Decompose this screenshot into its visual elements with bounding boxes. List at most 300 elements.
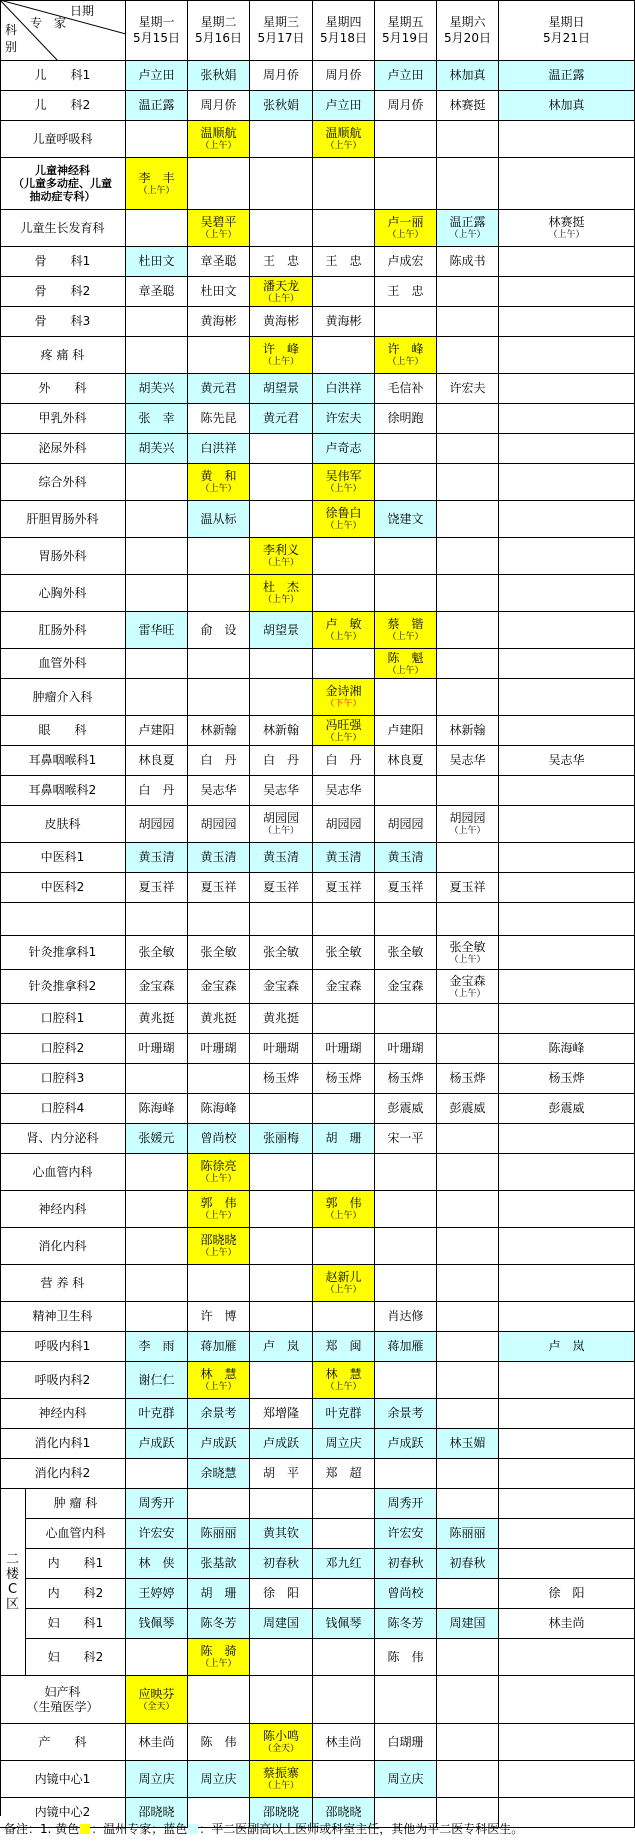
doctor-name: 黄兆挺 <box>262 1011 299 1025</box>
department-label: 精神卫生科 <box>32 1309 93 1323</box>
doctor-cell <box>188 1639 250 1676</box>
session-note: （上午） <box>200 1174 237 1184</box>
department-label: 内 科1 <box>47 1556 104 1570</box>
doctor-cell <box>375 1519 437 1549</box>
department-name <box>26 1579 126 1609</box>
doctor-name: 周秀开 <box>138 1496 175 1510</box>
doctor-cell <box>375 1761 437 1798</box>
doctor-name: 陈成书 <box>449 254 486 268</box>
empty-cell <box>188 337 250 374</box>
doctor-name: 金宝森 <box>325 979 362 993</box>
floor-group-label <box>0 1489 26 1676</box>
session-note: （上午） <box>387 357 424 367</box>
doctor-cell <box>188 307 250 337</box>
doctor-name: 邵晓晓 <box>325 1805 362 1819</box>
empty-cell <box>313 1579 375 1609</box>
department-name <box>0 1124 126 1154</box>
doctor-cell <box>375 1489 437 1519</box>
empty-cell <box>188 679 250 716</box>
doctor-cell <box>126 970 188 1004</box>
empty-cell <box>126 1154 188 1191</box>
department-name <box>0 1761 126 1798</box>
doctor-name: 卢成跃 <box>387 1436 424 1450</box>
session-note: （下午） <box>325 699 362 709</box>
session-note: （上午） <box>387 632 424 642</box>
doctor-cell <box>375 1639 437 1676</box>
doctor-cell <box>437 1429 499 1459</box>
doctor-name: 章圣聪 <box>200 254 237 268</box>
department-label: 中医科2 <box>40 880 85 894</box>
doctor-cell <box>126 1429 188 1459</box>
department-name <box>0 1094 126 1124</box>
department-label: 眼 科 <box>38 723 87 737</box>
department-label: 肝胆胃肠外科 <box>26 511 99 526</box>
session-note: （上午） <box>449 826 486 836</box>
empty-cell <box>375 776 437 806</box>
empty-cell <box>313 1094 375 1124</box>
doctor-cell <box>437 1064 499 1094</box>
doctor-cell <box>375 843 437 873</box>
doctor-cell <box>375 501 437 538</box>
doctor-cell <box>126 776 188 806</box>
doctor-name: 余晓慧 <box>200 1466 237 1480</box>
doctor-cell <box>188 806 250 843</box>
empty-cell <box>437 612 499 649</box>
empty-cell <box>437 1228 499 1265</box>
doctor-cell <box>375 936 437 970</box>
department-name-line: （儿童多动症、儿童 <box>13 177 112 190</box>
doctor-name: 胡园园 <box>138 816 175 831</box>
doctor-name: 许宏夫 <box>325 411 362 425</box>
doctor-name: 夏玉祥 <box>138 880 175 894</box>
doctor-cell <box>126 91 188 121</box>
doctor-name: 陈丽丽 <box>200 1526 237 1540</box>
empty-cell <box>250 1154 313 1191</box>
department-name <box>0 746 126 776</box>
empty-cell <box>375 1676 437 1724</box>
empty-cell <box>250 679 313 716</box>
doctor-name: 叶克群 <box>138 1406 175 1420</box>
doctor-cell <box>126 1034 188 1064</box>
department-name <box>0 970 126 1004</box>
doctor-name: 饶建文 <box>387 511 424 526</box>
doctor-cell <box>188 746 250 776</box>
empty-cell <box>437 1004 499 1034</box>
doctor-cell <box>375 1724 437 1761</box>
doctor-cell <box>313 1399 375 1429</box>
doctor-cell <box>250 404 313 434</box>
doctor-cell <box>188 434 250 464</box>
doctor-cell <box>499 1579 635 1609</box>
doctor-name: 陈 魁 <box>387 650 424 665</box>
doctor-name: 郭 伟 <box>200 1196 237 1210</box>
department-name-line: （生殖医学） <box>26 1699 99 1714</box>
doctor-cell <box>375 91 437 121</box>
session-note: （上午） <box>325 732 362 743</box>
department-name <box>26 1519 126 1549</box>
date-label: 5月17日 <box>257 31 305 45</box>
doctor-name: 陈 伟 <box>387 1649 424 1664</box>
doctor-name: 许 博 <box>200 1309 237 1323</box>
doctor-name: 李 雨 <box>138 1339 175 1353</box>
doctor-name: 俞 设 <box>200 622 237 637</box>
department-name <box>0 210 126 247</box>
empty-cell <box>375 538 437 575</box>
department-label: 消化内科 <box>38 1238 87 1253</box>
doctor-cell <box>313 307 375 337</box>
doctor-name: 蔡振寨 <box>262 1766 299 1780</box>
department-label: 妇 科1 <box>47 1616 104 1630</box>
empty-cell <box>313 1154 375 1191</box>
doctor-cell <box>437 247 499 277</box>
empty-cell <box>437 1579 499 1609</box>
doctor-cell <box>375 61 437 91</box>
doctor-name: 吴志华 <box>548 753 585 767</box>
empty-cell <box>437 1154 499 1191</box>
doctor-cell <box>250 776 313 806</box>
doctor-name: 肖达修 <box>387 1309 424 1323</box>
empty-cell <box>499 247 635 277</box>
session-note: （上午） <box>262 595 299 605</box>
doctor-cell <box>375 612 437 649</box>
doctor-cell <box>250 873 313 903</box>
department-label: 心血管内科 <box>45 1526 106 1540</box>
doctor-name: 徐鲁白 <box>325 506 362 520</box>
empty-cell <box>126 538 188 575</box>
empty-cell <box>499 538 635 575</box>
doctor-cell <box>313 1549 375 1579</box>
doctor-cell <box>437 1549 499 1579</box>
weekday-label: 星期日 <box>548 15 585 29</box>
doctor-cell <box>188 210 250 247</box>
doctor-cell <box>250 1724 313 1761</box>
department-name <box>26 1549 126 1579</box>
empty-cell <box>250 1362 313 1399</box>
doctor-cell <box>313 434 375 464</box>
empty-cell <box>499 649 635 679</box>
empty-cell <box>126 1064 188 1094</box>
doctor-cell <box>250 970 313 1004</box>
empty-cell <box>437 1302 499 1332</box>
doctor-cell <box>250 1332 313 1362</box>
empty-cell <box>499 158 635 210</box>
empty-cell <box>499 776 635 806</box>
empty-cell <box>188 1489 250 1519</box>
yellow-swatch <box>80 1824 90 1834</box>
doctor-name: 蒋加雁 <box>387 1339 424 1353</box>
department-label: 消化内科1 <box>34 1436 91 1450</box>
department-label: 肿 瘤 科 <box>53 1496 98 1510</box>
doctor-cell <box>375 1579 437 1609</box>
doctor-cell <box>437 746 499 776</box>
department-label: 血管外科 <box>38 656 87 670</box>
doctor-name: 卢一丽 <box>387 215 424 229</box>
doctor-cell <box>188 277 250 307</box>
session-note: （上午） <box>325 1211 362 1221</box>
doctor-name: 吴志华 <box>200 783 237 797</box>
doctor-name: 胡园园 <box>325 816 362 831</box>
doctor-name: 吴志华 <box>325 783 362 797</box>
department-label: 肾、内分泌科 <box>26 1131 99 1145</box>
doctor-cell <box>126 434 188 464</box>
session-note: （上午） <box>262 826 299 836</box>
doctor-name: 夏玉祥 <box>449 880 486 894</box>
empty-cell <box>437 1676 499 1724</box>
empty-cell <box>375 1154 437 1191</box>
department-name <box>26 1489 126 1519</box>
day-header <box>188 0 250 61</box>
doctor-cell <box>375 404 437 434</box>
session-note: （上午） <box>325 1382 362 1392</box>
doctor-name: 陈 骑 <box>200 1644 237 1658</box>
empty-cell <box>250 1302 313 1332</box>
session-note: （上午） <box>325 521 362 531</box>
empty-cell <box>499 1154 635 1191</box>
doctor-name: 张全敏 <box>449 939 486 954</box>
doctor-cell <box>313 1609 375 1639</box>
session-note: （上午） <box>449 988 486 999</box>
doctor-cell <box>250 936 313 970</box>
doctor-name: 陈 伟 <box>200 1734 237 1749</box>
department-name <box>0 404 126 434</box>
day-header <box>313 0 375 61</box>
doctor-name: 张全敏 <box>325 945 362 959</box>
doctor-cell <box>126 843 188 873</box>
empty-cell <box>375 1459 437 1489</box>
doctor-cell <box>250 1459 313 1489</box>
session-note: （上午） <box>200 1211 237 1221</box>
doctor-name: 林圭尚 <box>548 1616 585 1630</box>
empty-cell <box>313 1761 375 1798</box>
department-name <box>0 158 126 210</box>
department-name <box>0 1332 126 1362</box>
day-header <box>250 0 313 61</box>
doctor-cell <box>250 1579 313 1609</box>
doctor-cell <box>250 1064 313 1094</box>
table-corner <box>0 0 126 61</box>
department-label: 产 科 <box>38 1734 87 1749</box>
doctor-cell <box>250 1399 313 1429</box>
doctor-name: 林新翰 <box>449 723 486 737</box>
empty-cell <box>375 1265 437 1302</box>
department-label: 妇 科2 <box>47 1649 104 1664</box>
doctor-cell <box>126 1399 188 1429</box>
doctor-cell <box>126 806 188 843</box>
day-header <box>126 0 188 61</box>
empty-cell <box>437 404 499 434</box>
doctor-cell <box>313 61 375 91</box>
department-name <box>0 501 126 538</box>
doctor-cell <box>188 404 250 434</box>
empty-cell <box>188 649 250 679</box>
doctor-cell <box>313 776 375 806</box>
doctor-cell <box>188 936 250 970</box>
doctor-name: 卢成跃 <box>138 1436 175 1450</box>
doctor-name: 黄玉清 <box>325 850 362 864</box>
doctor-name: 胡望景 <box>262 622 299 637</box>
doctor-name: 胡园园 <box>200 816 237 831</box>
empty-cell <box>313 1676 375 1724</box>
doctor-name: 郑 闽 <box>325 1339 362 1353</box>
department-name <box>0 1004 126 1034</box>
empty-cell <box>437 776 499 806</box>
session-note: （上午） <box>325 1285 362 1295</box>
empty-cell <box>250 1094 313 1124</box>
doctor-name: 温顺航 <box>325 126 362 140</box>
doctor-name: 钱佩琴 <box>138 1616 175 1630</box>
doctor-cell <box>375 746 437 776</box>
doctor-cell <box>250 1519 313 1549</box>
doctor-name: 初春秋 <box>449 1556 486 1570</box>
doctor-cell <box>437 210 499 247</box>
department-name <box>0 1429 126 1459</box>
doctor-name: 邵晓晓 <box>200 1233 237 1247</box>
doctor-name: 余景考 <box>200 1406 237 1420</box>
doctor-name: 杨玉烨 <box>387 1071 424 1085</box>
doctor-cell <box>126 1094 188 1124</box>
empty-cell <box>375 575 437 612</box>
department-label: 内镜中心2 <box>34 1805 91 1819</box>
empty-cell <box>499 575 635 612</box>
empty-cell <box>499 1265 635 1302</box>
session-note: （上午） <box>387 665 424 676</box>
doctor-cell <box>126 612 188 649</box>
doctor-cell <box>313 91 375 121</box>
corner-dept-label: 科 别 <box>5 23 18 54</box>
doctor-cell <box>499 61 635 91</box>
doctor-name: 许宏安 <box>387 1526 424 1540</box>
empty-cell <box>250 1228 313 1265</box>
session-note: （上午） <box>325 632 362 642</box>
doctor-name: 张媛元 <box>138 1131 175 1145</box>
doctor-name: 黄玉清 <box>262 850 299 864</box>
doctor-name: 彭震威 <box>548 1101 585 1115</box>
floor-group-char: 楼 <box>5 1567 19 1582</box>
doctor-name: 夏玉祥 <box>325 880 362 894</box>
doctor-cell <box>188 1609 250 1639</box>
empty-cell <box>499 1489 635 1519</box>
department-label: 中医科1 <box>40 850 85 864</box>
doctor-cell <box>188 1154 250 1191</box>
doctor-name: 林赛挺 <box>548 215 585 229</box>
doctor-cell <box>313 374 375 404</box>
doctor-cell <box>188 1004 250 1034</box>
doctor-cell <box>250 61 313 91</box>
department-name <box>0 121 126 158</box>
doctor-cell <box>250 1034 313 1064</box>
doctor-name: 余景考 <box>387 1406 424 1420</box>
doctor-cell <box>499 210 635 247</box>
department-name <box>0 936 126 970</box>
doctor-cell <box>313 1064 375 1094</box>
empty-cell <box>126 1191 188 1228</box>
empty-cell <box>499 873 635 903</box>
empty-cell <box>437 464 499 501</box>
department-label: 口腔科1 <box>40 1011 85 1025</box>
empty-cell <box>375 121 437 158</box>
empty-cell <box>250 903 313 936</box>
doctor-cell <box>313 1034 375 1064</box>
empty-cell <box>499 1228 635 1265</box>
empty-cell <box>437 1761 499 1798</box>
department-label: 甲乳外科 <box>38 411 87 425</box>
doctor-name: 卢建阳 <box>387 723 424 737</box>
empty-cell <box>250 1676 313 1724</box>
doctor-cell <box>188 1724 250 1761</box>
doctor-name: 夏玉祥 <box>387 880 424 894</box>
department-label: 肿瘤介入科 <box>32 689 93 704</box>
empty-cell <box>188 1265 250 1302</box>
doctor-name: 曾尚校 <box>387 1586 424 1600</box>
doctor-cell <box>188 1399 250 1429</box>
doctor-name: 胡园园 <box>262 811 299 825</box>
corner-expert-label: 专 家 <box>30 16 67 30</box>
doctor-name: 冯旺强 <box>325 717 362 732</box>
empty-cell <box>499 1362 635 1399</box>
department-label: 疼 痛 科 <box>40 347 85 362</box>
doctor-name: 周立庆 <box>200 1771 237 1786</box>
empty-cell <box>499 1549 635 1579</box>
doctor-cell <box>188 1429 250 1459</box>
empty-cell <box>499 970 635 1004</box>
corner-date-label: 日期 <box>70 4 95 18</box>
doctor-name: 卢立田 <box>325 98 362 112</box>
doctor-name: 林 侠 <box>138 1556 175 1570</box>
session-note: （上午） <box>325 484 362 494</box>
empty-cell <box>437 1265 499 1302</box>
empty-cell <box>126 1302 188 1332</box>
doctor-cell <box>499 1332 635 1362</box>
doctor-name: 金宝森 <box>387 979 424 993</box>
department-label: 营 养 科 <box>40 1275 85 1290</box>
department-name <box>0 1228 126 1265</box>
department-label: 外 科 <box>38 381 87 395</box>
session-note: （上午） <box>548 230 585 240</box>
empty-cell <box>313 649 375 679</box>
department-name <box>0 843 126 873</box>
empty-cell <box>437 1332 499 1362</box>
doctor-name: 徐 阳 <box>262 1586 299 1600</box>
doctor-cell <box>250 1004 313 1034</box>
department-label: 皮肤科 <box>44 816 81 831</box>
doctor-name: 卢成跃 <box>200 1436 237 1450</box>
date-label: 5月20日 <box>444 31 491 45</box>
doctor-cell <box>313 612 375 649</box>
floor-group-char: 区 <box>5 1597 19 1612</box>
doctor-cell <box>313 1191 375 1228</box>
doctor-cell <box>250 91 313 121</box>
doctor-name: 黄海彬 <box>262 314 299 328</box>
doctor-name: 张全敏 <box>200 945 237 959</box>
doctor-cell <box>313 1429 375 1459</box>
doctor-cell <box>188 1579 250 1609</box>
doctor-name: 胡芙兴 <box>138 441 175 455</box>
empty-cell <box>126 1265 188 1302</box>
department-name <box>26 1639 126 1676</box>
doctor-cell <box>499 1064 635 1094</box>
empty-cell <box>313 538 375 575</box>
doctor-cell <box>250 612 313 649</box>
doctor-cell <box>126 1579 188 1609</box>
empty-cell <box>499 464 635 501</box>
department-label: 消化内科2 <box>34 1466 91 1480</box>
session-note: （上午） <box>262 357 299 367</box>
session-note: （上午） <box>387 230 424 240</box>
empty-cell <box>250 1191 313 1228</box>
empty-cell <box>499 374 635 404</box>
empty-cell <box>437 679 499 716</box>
doctor-cell <box>250 247 313 277</box>
